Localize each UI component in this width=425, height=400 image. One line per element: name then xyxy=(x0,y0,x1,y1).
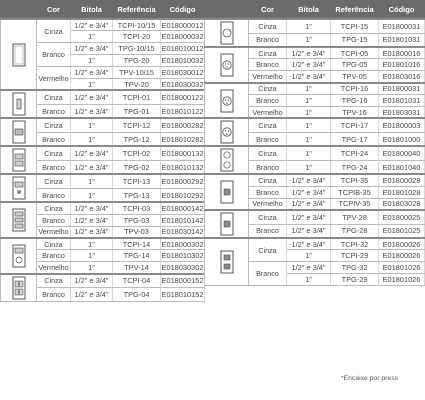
double-rj-icon xyxy=(205,249,248,275)
cell-cor: Cinza xyxy=(37,146,71,160)
cell-cor: Cinza xyxy=(37,274,71,288)
header-codigo: Código xyxy=(161,1,205,20)
cell-codigo: E018000032 xyxy=(161,32,204,42)
cell-referencia: TPV-03 xyxy=(113,226,161,238)
cell-codigo: E018000282 xyxy=(161,118,205,132)
cell-cor: Branco xyxy=(37,160,71,174)
cell-bitola: 1" xyxy=(71,262,113,274)
outlet-icon xyxy=(205,119,248,145)
table-row xyxy=(205,174,425,186)
cell-referencia: TCPI-14 xyxy=(113,238,161,250)
cell-cor: Branco xyxy=(249,186,287,198)
cell-codigo: E018030142 xyxy=(161,227,204,237)
cell-codigo: E018000012 xyxy=(161,20,204,30)
quad-switch-icon xyxy=(1,275,36,301)
cell-bitola: 1" xyxy=(71,188,113,202)
cell-codigo: E018010282 xyxy=(161,132,205,146)
cell-codigo: E018030012 xyxy=(161,68,204,77)
cell-codigo: E01800026 xyxy=(379,250,425,262)
cell-referencia: TPV-05 xyxy=(331,71,379,83)
cell-cor: Branco xyxy=(249,33,287,47)
cell-bitola: 1" xyxy=(287,274,331,286)
triple-switch-icon xyxy=(1,207,36,233)
cell-codigo: E01800025 xyxy=(379,210,425,224)
header-row xyxy=(1,1,205,20)
cell-cor: Branco xyxy=(249,160,287,174)
cell-cor: Cinza xyxy=(249,47,287,59)
product-image-cell xyxy=(205,83,249,119)
outlet-icon xyxy=(205,88,248,114)
cell-cor: Branco xyxy=(37,214,71,226)
cell-referencia: TCPIB-35 xyxy=(331,186,379,198)
cell-referencia: TCPI-29 xyxy=(331,250,379,262)
cell-referencia: TPV-16 xyxy=(331,106,379,118)
cell-bitola: 1" xyxy=(71,118,113,132)
cell-bitola: 1" xyxy=(71,132,113,146)
cell-codigo: E018010122 xyxy=(161,104,205,118)
cell-codigo: E018010032 xyxy=(161,56,204,66)
cell-bitola: 1" xyxy=(287,250,331,262)
cell-referencia: TPG-13 xyxy=(113,188,161,202)
single-switch-icon xyxy=(1,91,36,117)
cell-bitola: 1" xyxy=(287,33,331,47)
right-product-table xyxy=(204,0,425,286)
cell-bitola: 1/2" e 3/4" xyxy=(287,71,331,83)
cell-cor: Vermelho xyxy=(37,67,71,91)
cell-codigo: E018010152 xyxy=(161,287,205,301)
cell-referencia: TCPI-10/15 xyxy=(113,19,161,31)
product-image-cell xyxy=(205,19,249,47)
cell-codigo: E01801028 xyxy=(379,186,425,198)
cell-cor: Vermelho xyxy=(249,71,287,83)
product-image-cell xyxy=(1,90,37,118)
cell-cor: Vermelho xyxy=(38,227,69,237)
cell-codigo: E01800040 xyxy=(379,146,425,160)
header-image-cell xyxy=(1,1,37,20)
cell-bitola: 1/2" e 3/4" xyxy=(287,47,331,59)
cell-cor: Cinza xyxy=(37,19,71,43)
double-switch-icon xyxy=(1,147,36,173)
cell-codigo: E01803031 xyxy=(379,106,425,118)
cell-bitola: 1/2" e 3/4" xyxy=(71,104,113,118)
cell-codigo: E01801026 xyxy=(379,274,425,286)
table-row xyxy=(1,19,205,31)
cell-codigo: E01800028 xyxy=(379,174,425,186)
product-image-cell xyxy=(1,274,37,302)
cell-bitola: 1/2" e 3/4" xyxy=(287,186,331,198)
cell-cor: Branco xyxy=(37,104,71,118)
cell-referencia: TPG-04 xyxy=(113,287,161,301)
cell-referencia: TCPI-20 xyxy=(113,31,161,43)
cell-cor: Cinza xyxy=(37,174,71,188)
product-image-cell xyxy=(205,47,249,83)
header-bitola: Bitola xyxy=(71,1,113,20)
cell-cor: Branco xyxy=(249,95,287,107)
cell-codigo: E01800003 xyxy=(379,118,425,132)
cell-bitola: 1/2" e 3/4" xyxy=(71,43,113,55)
cell-referencia: TPG-12 xyxy=(113,132,161,146)
table-row xyxy=(1,174,205,188)
product-image-cell xyxy=(1,202,37,238)
table-row xyxy=(205,118,425,132)
cell-cor: Vermelho xyxy=(38,262,69,272)
cell-codigo: E018010012 xyxy=(161,44,204,54)
cell-bitola: 1/2" e 3/4" xyxy=(287,198,331,210)
cell-cor: Cinza xyxy=(249,238,287,262)
cell-cor: Cinza xyxy=(37,202,71,214)
cell-codigo: E01803016 xyxy=(379,71,425,83)
product-image-cell xyxy=(205,238,249,286)
cell-bitola: 1/2" e 3/4" xyxy=(287,262,331,274)
cell-cor: Branco xyxy=(37,43,71,67)
cell-codigo: E018000292 xyxy=(161,174,205,188)
cell-bitola: 1" xyxy=(287,95,331,107)
cell-codigo: E01803028 xyxy=(379,198,425,210)
table-row xyxy=(1,274,205,288)
cell-cor: Cinza xyxy=(249,19,287,33)
rj-socket-icon xyxy=(205,179,248,205)
cell-referencia: TPG-10/15 xyxy=(113,43,161,55)
cell-referencia: TCPI-24 xyxy=(331,146,379,160)
cell-codigo: E018010302 xyxy=(161,251,204,261)
table-row xyxy=(205,210,425,224)
cell-bitola: 1/2" e 3/4" xyxy=(287,224,331,238)
product-image-cell xyxy=(205,210,249,238)
cell-codigo: E018010132 xyxy=(161,160,205,174)
cell-bitola: 1/2" e 3/4" xyxy=(71,274,113,288)
cell-bitola: 1" xyxy=(287,132,331,146)
cell-codigo: E01801016 xyxy=(379,59,425,71)
product-image-cell xyxy=(1,118,37,146)
table-row xyxy=(1,90,205,104)
cell-codigo: E018010142 xyxy=(161,215,204,225)
table-row xyxy=(205,238,425,250)
cell-referencia: TCPI-17 xyxy=(331,118,379,132)
cell-cor: Cinza xyxy=(249,118,287,132)
cell-bitola: 1/2" e 3/4" xyxy=(71,214,113,226)
cell-bitola: 1/2" e 3/4" xyxy=(71,287,113,301)
header-cor: Cor xyxy=(37,1,71,20)
cell-codigo: E018030302 xyxy=(161,262,204,272)
cell-bitola: 1/2" e 3/4" xyxy=(71,146,113,160)
rj-socket-icon xyxy=(205,211,248,237)
round-socket-icon xyxy=(205,20,248,46)
cell-cor: Branco xyxy=(37,188,71,202)
cell-codigo: E018000132 xyxy=(161,146,205,160)
cell-bitola: 1/2" e 3/4" xyxy=(71,67,113,79)
cell-codigo: E01800016 xyxy=(379,47,425,59)
cell-codigo: E01801031 xyxy=(379,33,425,47)
cell-bitola: 1" xyxy=(71,31,113,43)
cell-referencia: TCPI-35 xyxy=(331,174,379,186)
cell-cor: Cinza xyxy=(249,210,287,224)
cell-codigo: E01801040 xyxy=(379,160,425,174)
product-table xyxy=(204,0,425,286)
cell-cor: Cinza xyxy=(249,146,287,160)
cell-referencia: TPG-17 xyxy=(331,132,379,146)
large-plate-icon xyxy=(1,42,36,68)
switch-socket-icon xyxy=(1,243,36,269)
cell-cor: Cinza xyxy=(37,238,71,250)
cell-codigo: E018030032 xyxy=(161,79,204,89)
cell-bitola: 1" xyxy=(71,174,113,188)
center-hole-plate-icon xyxy=(1,119,36,145)
cell-bitola: 1/2" e 3/4" xyxy=(287,210,331,224)
product-image-cell xyxy=(1,146,37,174)
product-image-cell xyxy=(205,146,249,174)
cell-codigo: E01801026 xyxy=(379,262,425,274)
cell-codigo: E01800031 xyxy=(379,19,425,33)
cell-referencia: TCPI-01 xyxy=(113,90,161,104)
cell-cor: Branco xyxy=(249,132,287,146)
cell-referencia: TCPIV-35 xyxy=(331,198,379,210)
cell-referencia: TPG-28 xyxy=(331,224,379,238)
product-image-cell xyxy=(205,118,249,146)
cell-referencia: TCPI-03 xyxy=(113,202,161,214)
cell-referencia: TPG-03 xyxy=(113,214,161,226)
cell-bitola: 1" xyxy=(287,146,331,160)
product-image-cell xyxy=(1,238,37,274)
cell-codigo: E01800026 xyxy=(379,238,425,250)
table-row xyxy=(205,83,425,95)
cell-bitola: 1" xyxy=(287,19,331,33)
cell-cor: Branco xyxy=(37,250,71,262)
header-bitola: Bitola xyxy=(287,1,331,20)
cell-codigo: E018000302 xyxy=(161,239,204,249)
cell-cor: Branco xyxy=(37,287,71,301)
cell-referencia: TPG-01 xyxy=(113,104,161,118)
cell-referencia: TCPI-16 xyxy=(331,83,379,95)
cell-referencia: TPG-02 xyxy=(113,160,161,174)
cell-referencia: TPV-28 xyxy=(331,210,379,224)
cell-bitola: 1" xyxy=(287,83,331,95)
table-row xyxy=(205,19,425,33)
table-row xyxy=(205,146,425,160)
cell-codigo: E018000142 xyxy=(161,204,204,214)
cell-cor: Cinza xyxy=(249,83,287,95)
cell-bitola: 1" xyxy=(71,55,113,67)
cell-codigo: E01801025 xyxy=(379,224,425,238)
double-outlet-icon xyxy=(205,147,248,173)
cell-bitola: 1/2" e 3/4" xyxy=(71,202,113,214)
header-referencia: Referência xyxy=(331,1,379,20)
cell-codigo: E01800031 xyxy=(379,83,425,95)
cell-referencia: TPG-16 xyxy=(331,95,379,107)
cell-bitola: 1" xyxy=(287,118,331,132)
header-cor: Cor xyxy=(249,1,287,20)
cell-referencia: TCPI-15 xyxy=(331,19,379,33)
header-row xyxy=(205,1,425,20)
cell-cor: Vermelho xyxy=(249,106,287,118)
cell-bitola: 1/2" e 3/4" xyxy=(71,160,113,174)
cell-bitola: 1/2" e 3/4" xyxy=(287,59,331,71)
cell-bitola: 1/2" e 3/4" xyxy=(71,226,113,238)
cell-bitola: 1/2" e 3/4" xyxy=(71,19,113,31)
cell-cor: Branco xyxy=(249,262,287,286)
cell-referencia: TCPI-32 xyxy=(331,238,379,250)
cell-cor: Cinza xyxy=(37,118,71,132)
cell-bitola: 1" xyxy=(71,250,113,262)
left-product-table xyxy=(0,0,205,302)
cell-codigo: E018000152 xyxy=(161,274,205,288)
table-row xyxy=(1,118,205,132)
cell-referencia: TCPI-05 xyxy=(331,47,379,59)
header-referencia: Referência xyxy=(113,1,161,20)
cell-referencia: TCPI-02 xyxy=(113,146,161,160)
cell-cor: Branco xyxy=(249,224,287,238)
cell-referencia: TPV-14 xyxy=(113,262,161,274)
cell-bitola: 1" xyxy=(71,78,113,90)
cell-referencia: TPV-20 xyxy=(113,78,161,90)
outlet-icon xyxy=(205,52,248,78)
cell-referencia: TCPI-12 xyxy=(113,118,161,132)
cell-cor: Cinza xyxy=(249,174,287,186)
footnote: *Encaixe por press xyxy=(340,375,398,382)
cell-referencia: TPG-32 xyxy=(331,262,379,274)
cell-referencia: TPG-05 xyxy=(331,59,379,71)
cell-referencia: TPG-29 xyxy=(331,274,379,286)
switch-with-hole-icon xyxy=(1,175,36,201)
table-row xyxy=(1,202,205,214)
cell-referencia: TCPI-04 xyxy=(113,274,161,288)
cell-cor: Vermelho xyxy=(249,198,287,210)
cell-bitola: 1" xyxy=(71,238,113,250)
cell-referencia: TPV-10/15 xyxy=(113,67,161,79)
table-row xyxy=(1,146,205,160)
product-image-cell xyxy=(1,174,37,202)
cell-bitola: 1" xyxy=(287,160,331,174)
header-codigo: Código xyxy=(379,1,425,20)
cell-referencia: TPG-24 xyxy=(331,160,379,174)
cell-cor: Branco xyxy=(249,59,287,71)
cell-bitola: 1/2" e 3/4" xyxy=(287,174,331,186)
cell-referencia: TPG-15 xyxy=(331,33,379,47)
cell-codigo: E018010292 xyxy=(161,188,205,202)
cell-codigo: E01801000 xyxy=(379,132,425,146)
table-row xyxy=(1,238,205,250)
cell-bitola: 1/2" e 3/4" xyxy=(71,90,113,104)
cell-referencia: TPG-20 xyxy=(113,55,161,67)
cell-referencia: TCPI-13 xyxy=(113,174,161,188)
cell-codigo: E01801031 xyxy=(379,95,425,107)
cell-codigo: E018000122 xyxy=(161,90,205,104)
product-table xyxy=(0,0,205,302)
table-row xyxy=(205,47,425,59)
cell-bitola: 1/2" e 3/4" xyxy=(287,238,331,250)
product-image-cell xyxy=(205,174,249,210)
header-image-cell xyxy=(205,1,249,20)
cell-cor: Cinza xyxy=(37,90,71,104)
cell-cor: Branco xyxy=(37,132,71,146)
product-image-cell xyxy=(1,19,37,90)
cell-referencia: TPG-14 xyxy=(113,250,161,262)
cell-bitola: 1" xyxy=(287,106,331,118)
